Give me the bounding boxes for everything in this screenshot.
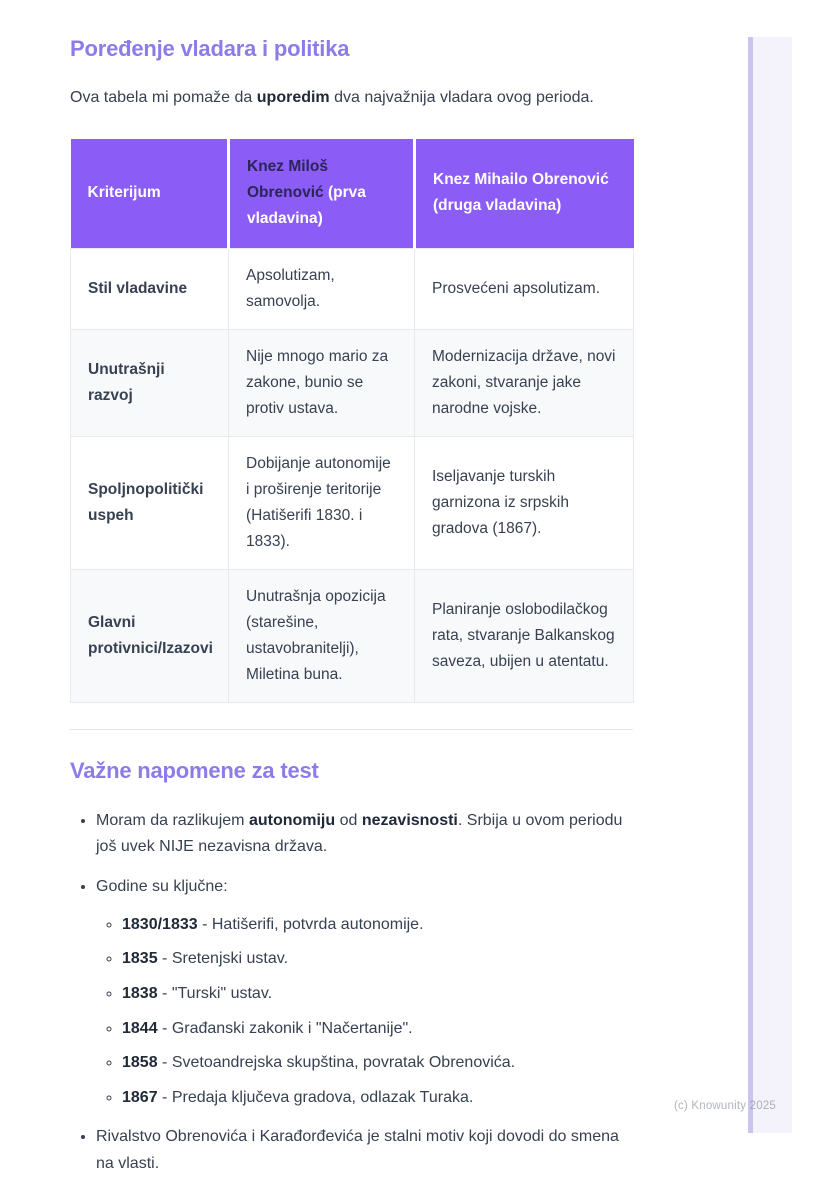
header-milos-reign: (prva vladavina) xyxy=(247,184,366,228)
note-bold-autonomy: autonomiju xyxy=(248,811,336,829)
section-title-notes: Važne napomene za test xyxy=(70,758,319,784)
list-item xyxy=(96,808,634,861)
criterion-cell: Stil vladavine xyxy=(71,248,229,329)
watermark: (c) Knowunity 2025 xyxy=(673,1100,776,1112)
note-bold-independence: nezavisnosti xyxy=(361,811,458,829)
section-divider xyxy=(70,729,633,730)
section-title-comparison: Poređenje vladara i politika xyxy=(70,36,350,61)
header-cell-milos xyxy=(229,139,415,249)
criterion-cell: Spoljnopolitički uspeh xyxy=(71,436,229,569)
intro-text-prefix: Ova tabela mi pomaže da xyxy=(70,89,257,107)
year-description: - Građanski zakonik i "Načertanije". xyxy=(157,1019,413,1037)
year-value: 1867 xyxy=(122,1088,158,1106)
intro-text-bold: uporedim xyxy=(256,89,330,107)
year-item xyxy=(122,946,634,972)
year-description: - Sretenjski ustav. xyxy=(157,950,289,968)
table-row xyxy=(71,436,634,569)
comparison-table xyxy=(70,139,634,703)
intro-paragraph xyxy=(70,87,634,109)
year-item xyxy=(122,981,634,1007)
year-description: - Svetoandrejska skupština, povratak Obrenovića. xyxy=(157,1054,516,1072)
milos-cell: Dobijanje autonomije i proširenje teritorije (Hatišerifi 1830. i 1833). xyxy=(229,436,415,569)
table-row xyxy=(71,570,634,703)
year-value: 1835 xyxy=(122,950,158,968)
header-milos-name: Knez Miloš Obrenović xyxy=(247,157,328,202)
criterion-cell: Glavni protivnici/Izazovi xyxy=(71,570,229,703)
list-item xyxy=(96,874,634,1110)
mihailo-cell: Planiranje oslobodilačkog rata, stvaranje Balkanskog saveza, ubijen u atentatu. xyxy=(415,570,634,703)
page-edge-strip xyxy=(753,37,792,1133)
note-text: Moram da razlikujem xyxy=(96,811,249,829)
year-description: - Predaja ključeva gradova, odlazak Turaka. xyxy=(157,1088,474,1106)
note-text: . Srbija u ovom periodu još uvek NIJE nezavisna država. xyxy=(96,811,623,855)
table-row xyxy=(71,329,634,436)
notes-list xyxy=(70,808,634,1178)
table-header-row xyxy=(71,139,634,249)
table-row xyxy=(71,248,634,329)
note-text: od xyxy=(335,811,362,829)
year-value: 1844 xyxy=(122,1019,158,1037)
milos-cell: Nije mnogo mario za zakone, bunio se protiv ustava. xyxy=(229,329,415,436)
intro-text-suffix: dva najvažnija vladara ovog perioda. xyxy=(329,89,594,107)
year-item xyxy=(122,1016,634,1042)
header-cell-criterion: Kriterijum xyxy=(71,139,229,249)
mihailo-cell: Iseljavanje turskih garnizona iz srpskih gradova (1867). xyxy=(415,436,634,569)
mihailo-cell: Modernizacija države, novi zakoni, stvaranje jake narodne vojske. xyxy=(415,329,634,436)
year-value: 1858 xyxy=(122,1054,158,1072)
key-years-list xyxy=(96,912,634,1111)
year-value: 1838 xyxy=(122,984,158,1002)
year-item xyxy=(122,912,634,938)
years-list-label: Godine su ključne: xyxy=(96,878,228,896)
document-content xyxy=(70,36,634,1191)
criterion-cell: Unutrašnji razvoj xyxy=(71,329,229,436)
year-item xyxy=(122,1085,634,1111)
list-item: • Rivalstvo Obrenovića i Karađorđevića je stalni motiv koji dovodi do smena na vlasti. xyxy=(96,1124,634,1177)
year-description: - "Turski" ustav. xyxy=(157,984,273,1002)
year-value: 1830/1833 xyxy=(122,915,198,933)
milos-cell: Unutrašnja opozicija (starešine, ustavobranitelji), Miletina buna. xyxy=(229,570,415,703)
year-item xyxy=(122,1050,634,1076)
milos-cell: Apsolutizam, samovolja. xyxy=(229,248,415,329)
mihailo-cell: Prosvećeni apsolutizam. xyxy=(415,248,634,329)
header-cell-mihailo: Knez Mihailo Obrenović (druga vladavina) xyxy=(415,139,634,249)
year-description: - Hatišerifi, potvrda autonomije. xyxy=(197,915,424,933)
